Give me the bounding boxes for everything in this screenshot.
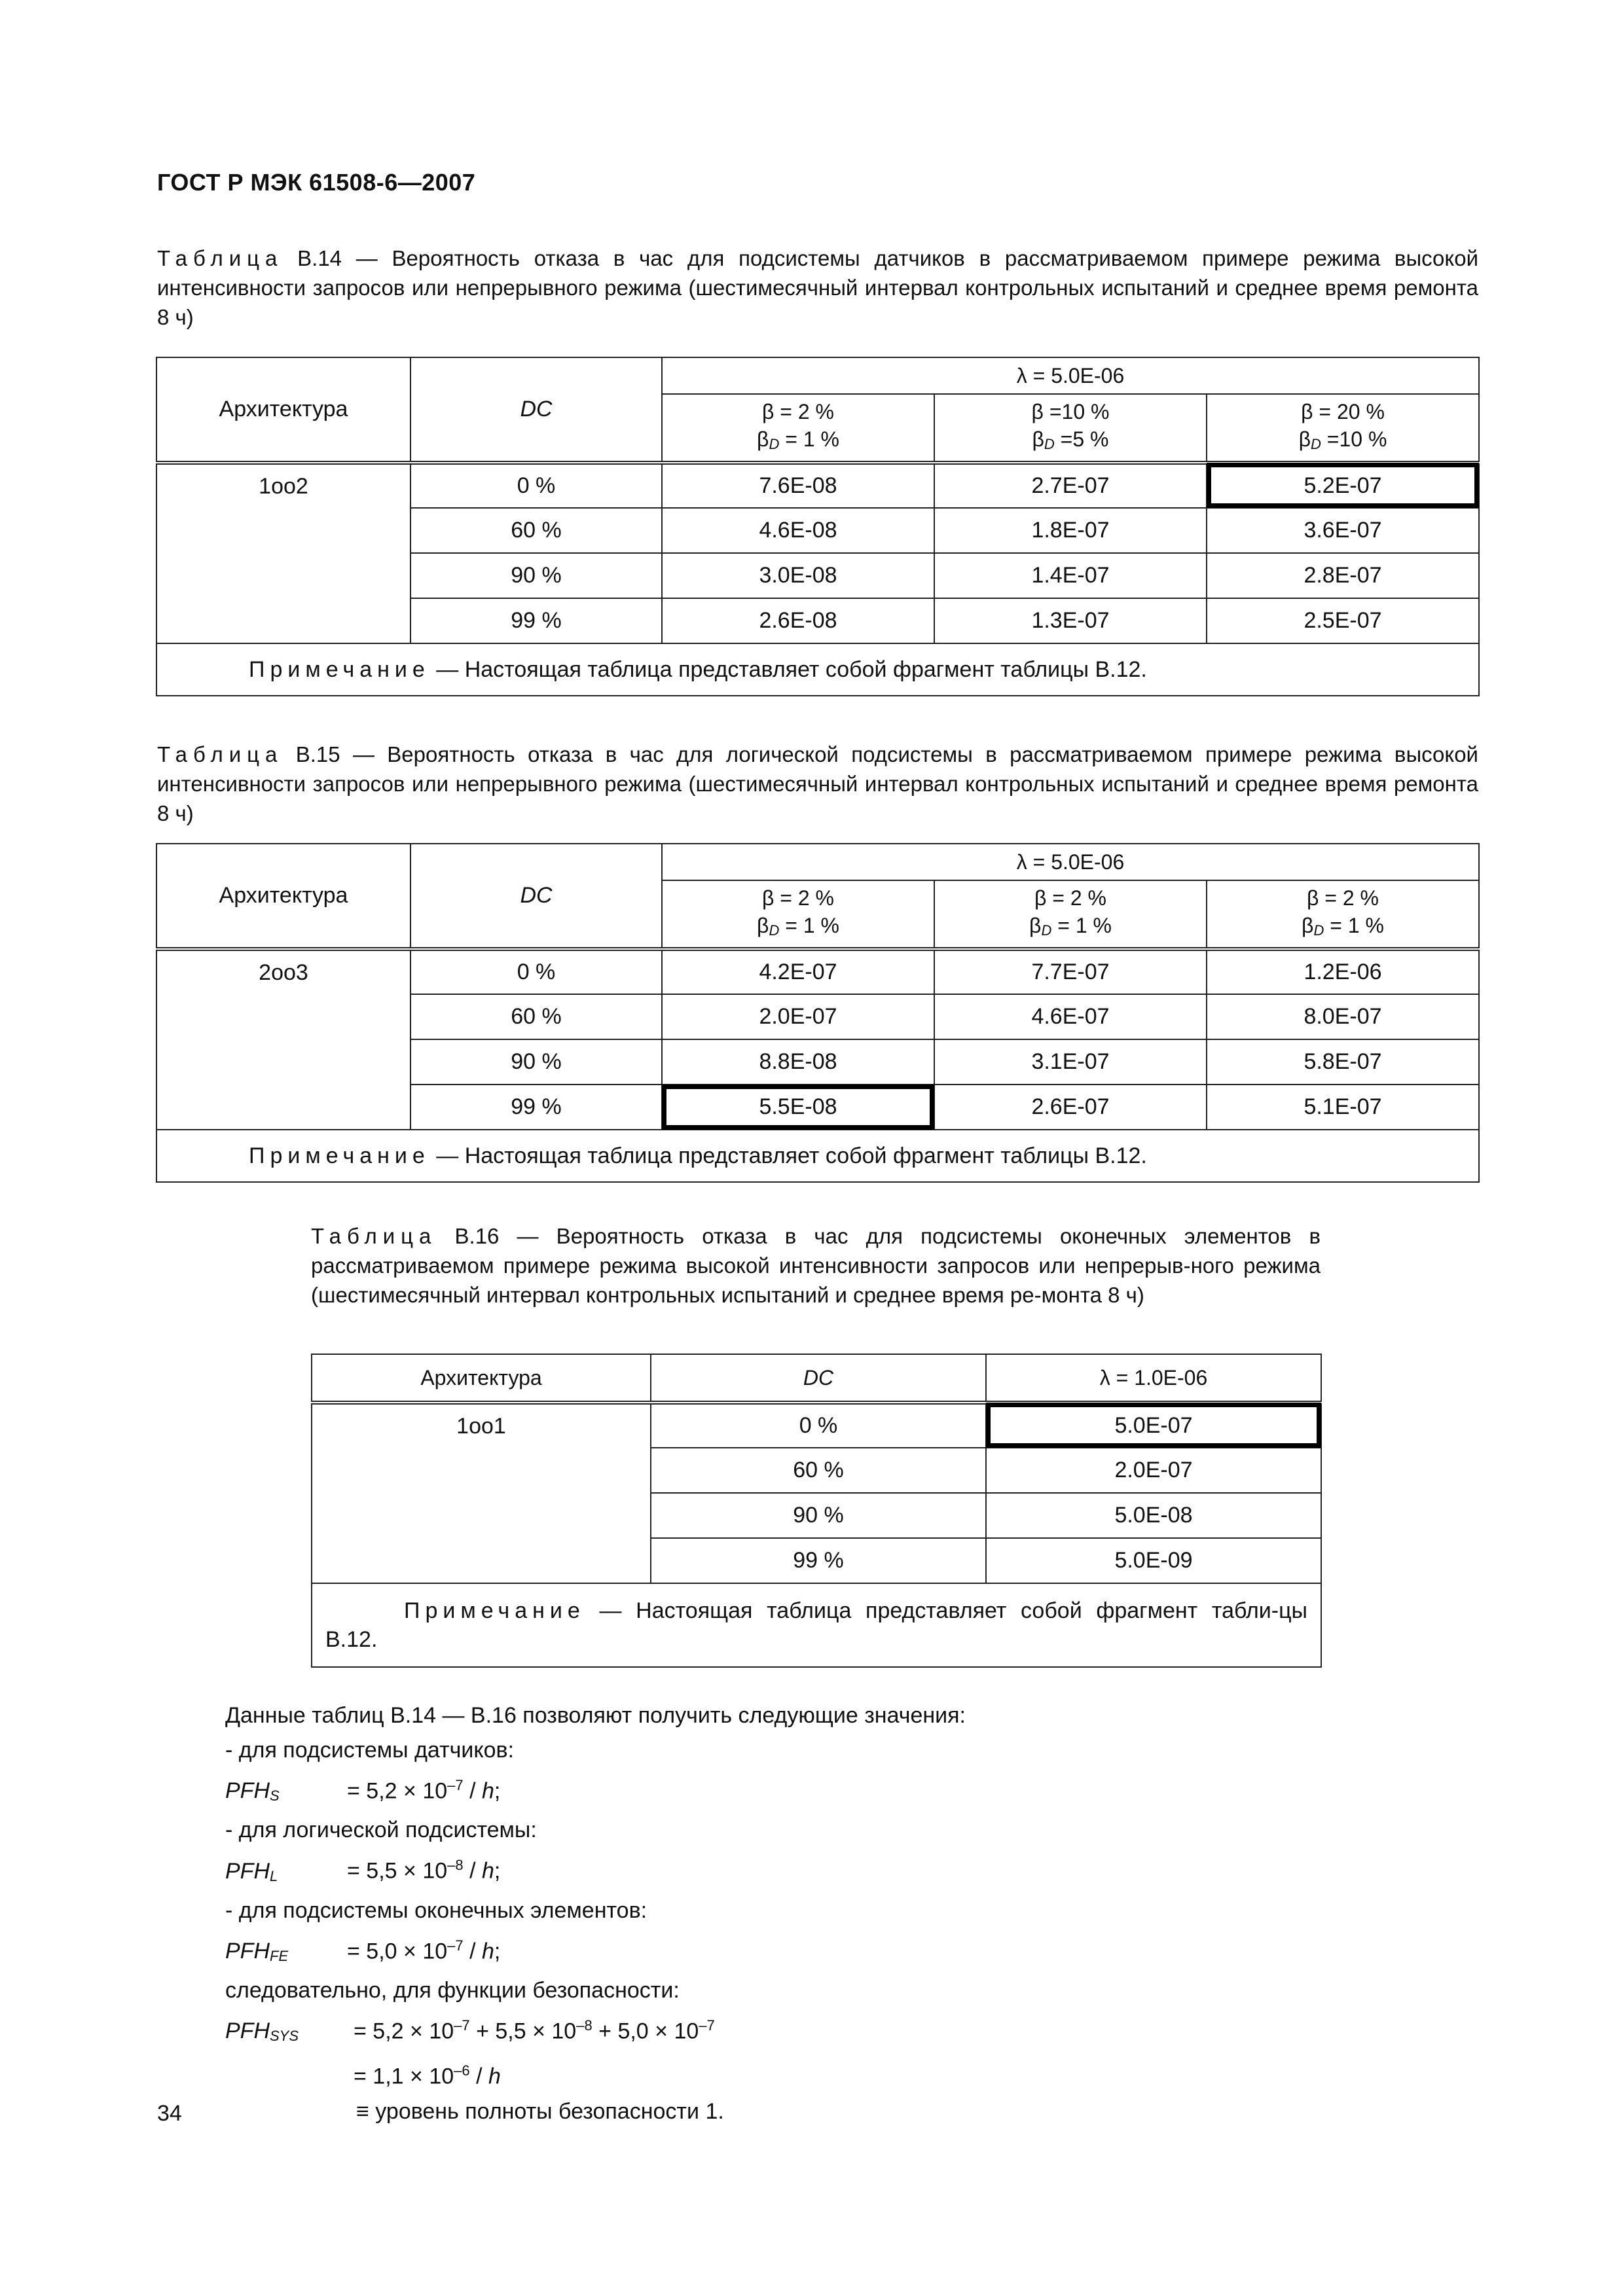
table-b14 [156,357,1480,696]
formula-pfh-s: PFHS = $5,2 \times 10^{-7} / h$; [225,1777,501,1804]
value-cell: 1.2E-06 [1207,949,1479,994]
col-header-beta: β = 20 % βD =10 % [1207,394,1479,463]
col-header-architecture: Архитектура [312,1354,651,1403]
table-row [312,1403,1321,1448]
col-header-beta: β =10 % βD =5 % [934,394,1207,463]
value-cell: 4.2E-07 [662,949,934,994]
value-cell: 2.0E-07 [662,994,934,1039]
value-cell: 4.6E-07 [934,994,1207,1039]
value-cell: 5.8E-07 [1207,1039,1479,1085]
value-cell: 8.8E-08 [662,1039,934,1085]
value-cell: 2.0E-07 [986,1448,1321,1493]
value-cell: 3.0E-08 [662,553,934,598]
dc-cell: 60 % [410,508,662,553]
table-caption-b16: Таблица В.16 — Вероятность отказа в час для подсистемы оконечных элементов в рассматриваемом примере режима высокой интенсивности запросов или непрерыв-ного режима (шестимесячный интервал контрольных испытаний и среднее время ре-монта 8 ч) [311,1224,1321,1307]
formula-sil: ≡ уровень полноты безопасности 1. [356,2098,724,2124]
formula-pfh-l: PFHL = $5,5 \times 10^{-8} / h$; [225,1857,501,1884]
dc-cell: 99 % [651,1538,986,1583]
table-caption-b14: Таблица В.14 — Вероятность отказа в час для подсистемы датчиков в рассматриваемом примере режима высокой интенсивности запросов или непрерывного режима (шестимесячный интервал контрольных испытаний и среднее время ремонта 8 ч) [157,246,1478,329]
value-cell: 1.8E-07 [934,508,1207,553]
formula-pfh-sys: PFHSYS = $5,2 \times 10^{-7} + 5,5 \times 10^{-8} + 5,0 \times 10^{-7}$ [225,2017,715,2045]
summary-sensors-label: - для подсистемы датчиков: [225,1738,515,1763]
highlighted-value-cell: 5.0E-07 [986,1403,1321,1448]
architecture-cell: 2oo3 [156,949,410,1130]
summary-intro: Данные таблиц В.14 — В.16 позволяют получить следующие значения: [225,1703,966,1728]
formula-pfh-sys-result: = $1,1 \times 10^{-6} / h$ [354,2062,501,2089]
table-note: Примечание — Настоящая таблица представляет собой фрагмент таблицы В.12. [156,643,1479,696]
summary-conclusion: следовательно, для функции безопасности: [225,1977,680,2003]
table-b16 [311,1354,1322,1668]
document-header: ГОСТ Р МЭК 61508-6—2007 [157,169,476,196]
value-cell: 7.6E-08 [662,463,934,508]
page-number: 34 [157,2101,182,2126]
table-b15 [156,843,1480,1183]
architecture-cell: 1oo1 [312,1403,651,1583]
col-header-beta: β = 2 % βD = 1 % [1207,880,1479,949]
col-header-dc: DC [651,1354,986,1403]
col-header-architecture: Архитектура [156,844,410,949]
dc-cell: 0 % [410,949,662,994]
table-row [156,463,1479,508]
value-cell: 3.6E-07 [1207,508,1479,553]
col-header-lambda: λ = 5.0E-06 [662,844,1479,880]
col-header-beta: β = 2 % βD = 1 % [934,880,1207,949]
highlighted-value-cell: 5.2E-07 [1207,463,1479,508]
value-cell: 5.0E-08 [986,1493,1321,1538]
highlighted-value-cell: 5.5E-08 [662,1085,934,1130]
summary-final-label: - для подсистемы оконечных элементов: [225,1897,647,1923]
dc-cell: 60 % [651,1448,986,1493]
col-header-beta: β = 2 % βD = 1 % [662,880,934,949]
value-cell: 2.6E-08 [662,598,934,643]
value-cell: 2.6E-07 [934,1085,1207,1130]
table-caption-b15: Таблица В.15 — Вероятность отказа в час для логической подсистемы в рассматриваемом примере режима высокой интенсивности запросов или непрерывного режима (шестимесячный интервал контрольных испытаний и среднее время ремонта 8 ч) [157,742,1478,825]
col-header-architecture: Архитектура [156,357,410,463]
dc-cell: 60 % [410,994,662,1039]
dc-cell: 99 % [410,1085,662,1130]
dc-cell: 0 % [651,1403,986,1448]
dc-cell: 90 % [410,1039,662,1085]
col-header-beta: β = 2 % βD = 1 % [662,394,934,463]
value-cell: 2.8E-07 [1207,553,1479,598]
col-header-dc: DC [410,357,662,463]
dc-cell: 90 % [651,1493,986,1538]
value-cell: 2.7E-07 [934,463,1207,508]
value-cell: 4.6E-08 [662,508,934,553]
dc-cell: 90 % [410,553,662,598]
summary-block [225,1698,1338,2129]
summary-logic-label: - для логической подсистемы: [225,1818,537,1843]
table-row [156,949,1479,994]
table-note: Примечание — Настоящая таблица представляет собой фрагмент табли-цы В.12. [312,1583,1321,1667]
value-cell: 1.4E-07 [934,553,1207,598]
value-cell: 7.7E-07 [934,949,1207,994]
value-cell: 5.1E-07 [1207,1085,1479,1130]
col-header-lambda: λ = 1.0E-06 [986,1354,1321,1403]
value-cell: 2.5E-07 [1207,598,1479,643]
architecture-cell: 1oo2 [156,463,410,643]
value-cell: 3.1E-07 [934,1039,1207,1085]
value-cell: 5.0E-09 [986,1538,1321,1583]
table-note: Примечание — Настоящая таблица представляет собой фрагмент таблицы В.12. [156,1130,1479,1182]
col-header-lambda: λ = 5.0E-06 [662,357,1479,394]
value-cell: 1.3E-07 [934,598,1207,643]
value-cell: 8.0E-07 [1207,994,1479,1039]
dc-cell: 99 % [410,598,662,643]
formula-pfh-fe: PFHFE = $5,0 \times 10^{-7} / h$; [225,1937,501,1964]
dc-cell: 0 % [410,463,662,508]
col-header-dc: DC [410,844,662,949]
